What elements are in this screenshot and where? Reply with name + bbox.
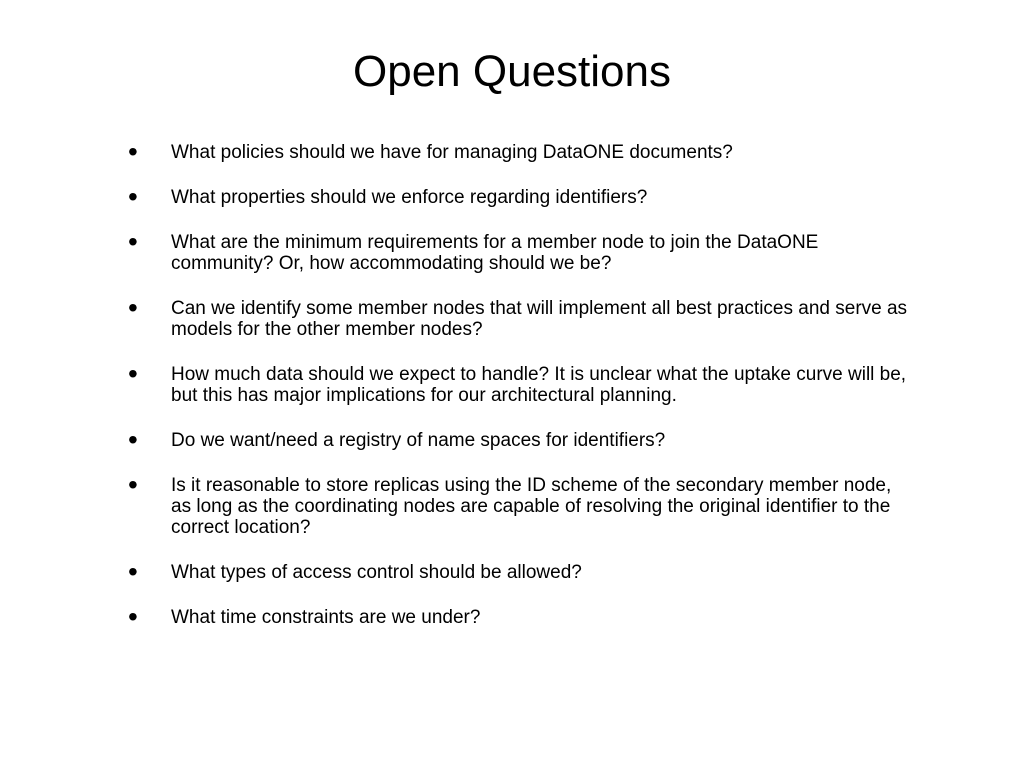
bullet-icon: • bbox=[128, 469, 138, 500]
list-item-text: Can we identify some member nodes that will implement all best practices and serve as models for the other member nodes? bbox=[171, 298, 908, 340]
bullet-icon: • bbox=[128, 601, 138, 632]
list-item bbox=[128, 181, 908, 212]
list-item bbox=[128, 292, 908, 340]
list-item bbox=[128, 226, 908, 274]
list-item bbox=[128, 469, 908, 538]
slide-title: Open Questions bbox=[353, 47, 671, 96]
list-item-text: Do we want/need a registry of name spaces for identifiers? bbox=[171, 430, 666, 451]
list-item bbox=[128, 601, 908, 632]
list-item-text: What types of access control should be allowed? bbox=[171, 562, 582, 583]
list-item-text: What are the minimum requirements for a member node to join the DataONE community? Or, how accommodating should we be? bbox=[171, 232, 819, 274]
list-item-text: How much data should we expect to handle? It is unclear what the uptake curve will be, but this has major implications for our architectural planning. bbox=[171, 364, 907, 406]
list-item-text: What properties should we enforce regarding identifiers? bbox=[171, 187, 648, 208]
bullet-icon: • bbox=[128, 226, 138, 257]
list-item bbox=[128, 556, 908, 587]
list-item-text: Is it reasonable to store replicas using the ID scheme of the secondary member node, as long as the coordinating nodes are capable of resolving the original identifier to the correct location? bbox=[171, 475, 892, 538]
list-item bbox=[128, 136, 908, 167]
bullet-icon: • bbox=[128, 136, 138, 167]
list-item-text: What policies should we have for managing DataONE documents? bbox=[171, 142, 733, 163]
list-item-text: What time constraints are we under? bbox=[171, 607, 481, 628]
bullet-icon: • bbox=[128, 424, 138, 455]
bullet-icon: • bbox=[128, 181, 138, 212]
bullet-icon: • bbox=[128, 556, 138, 587]
list-item bbox=[128, 424, 908, 455]
question-list bbox=[128, 136, 908, 632]
bullet-icon: • bbox=[128, 292, 138, 323]
bullet-icon: • bbox=[128, 358, 138, 389]
list-item bbox=[128, 358, 908, 406]
